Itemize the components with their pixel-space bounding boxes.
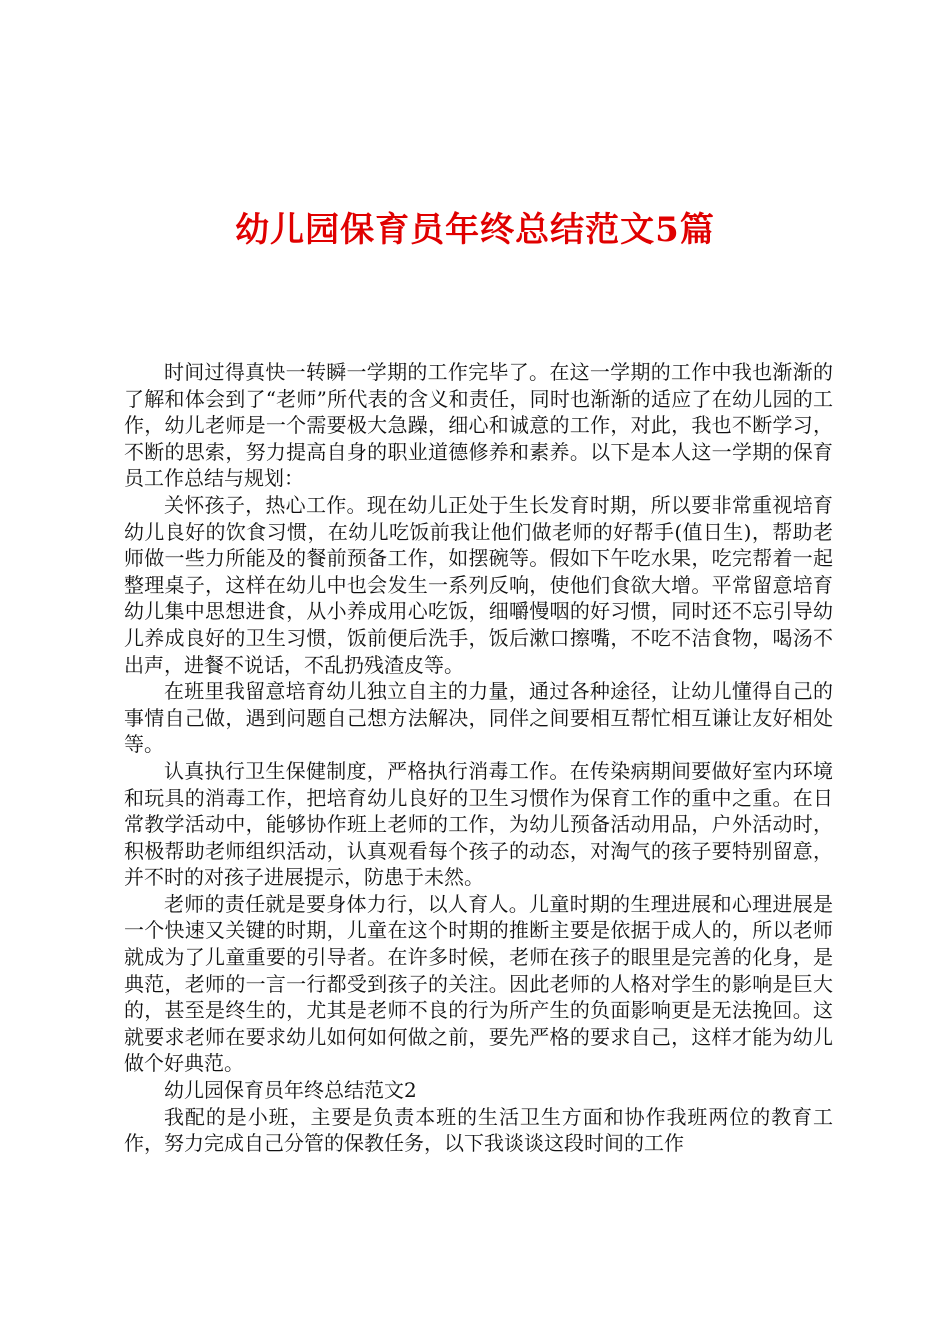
section-heading: 幼儿园保育员年终总结范文2 bbox=[164, 1078, 417, 1103]
paragraph: 老师的责任就是要身体力行，以人育人。儿童时期的生理进展和心理进展是一个快速又关键的时期，儿童在这个时期的推断主要是依据于成人的，所以老师就成为了儿童重要的引导者。在许多时候，老师在孩子的眼里是完善的化身，是典范，老师的一言一行都受到孩子的关注。因此老师的人格对学生的影响是巨大的，甚至是终生的，尤其是老师不良的行为所产生的负面影响更是无法挽回。这就要求老师在要求幼儿如何如何做之前，要先严格的要求自己，这样才能为幼儿做个好典范。 bbox=[124, 891, 833, 1076]
paragraph: 关怀孩子，热心工作。现在幼儿正处于生长发育时期，所以要非常重视培育幼儿良好的饮食习惯，在幼儿吃饭前我让他们做老师的好帮手(值日生)，帮助老师做一些力所能及的餐前预备工作，如摆碗等。假如下午吃水果，吃完帮着一起整理桌子，这样在幼儿中也会发生一系列反响，使他们食欲大增。平常留意培育幼儿集中思想进食，从小养成用心吃饭，细嚼慢咽的好习惯，同时还不忘引导幼儿养成良好的卫生习惯，饭前便后洗手，饭后漱口擦嘴，不吃不洁食物，喝汤不出声，进餐不说话，不乱扔残渣皮等。 bbox=[124, 492, 833, 677]
paragraph: 在班里我留意培育幼儿独立自主的力量，通过各种途径，让幼儿懂得自己的事情自己做，遇到问题自己想方法解决，同伴之间要相互帮忙相互谦让友好相处等。 bbox=[124, 679, 833, 757]
paragraph: 我配的是小班，主要是负责本班的生活卫生方面和协作我班两位的教育工作，努力完成自己分管的保教任务，以下我谈谈这段时间的工作 bbox=[124, 1104, 833, 1156]
paragraph: 认真执行卫生保健制度，严格执行消毒工作。在传染病期间要做好室内环境和玩具的消毒工作，把培育幼儿良好的卫生习惯作为保育工作的重中之重。在日常教学活动中，能够协作班上老师的工作，为幼儿预备活动用品，户外活动时，积极帮助老师组织活动，认真观看每个孩子的动态，对淘气的孩子要特别留意，并不时的对孩子进展提示，防患于未然。 bbox=[124, 758, 833, 890]
document-title: 幼儿园保育员年终总结范文5篇 bbox=[235, 210, 715, 250]
document-body bbox=[124, 359, 833, 1157]
paragraph: 时间过得真快一转瞬一学期的工作完毕了。在这一学期的工作中我也渐渐的了解和体会到了“老师”所代表的含义和责任，同时也渐渐的适应了在幼儿园的工作，幼儿老师是一个需要极大急躁，细心和诚意的工作，对此，我也不断学习，不断的思索，努力提高自身的职业道德修养和素养。以下是本人这一学期的保育员工作总结与规划： bbox=[124, 360, 833, 491]
